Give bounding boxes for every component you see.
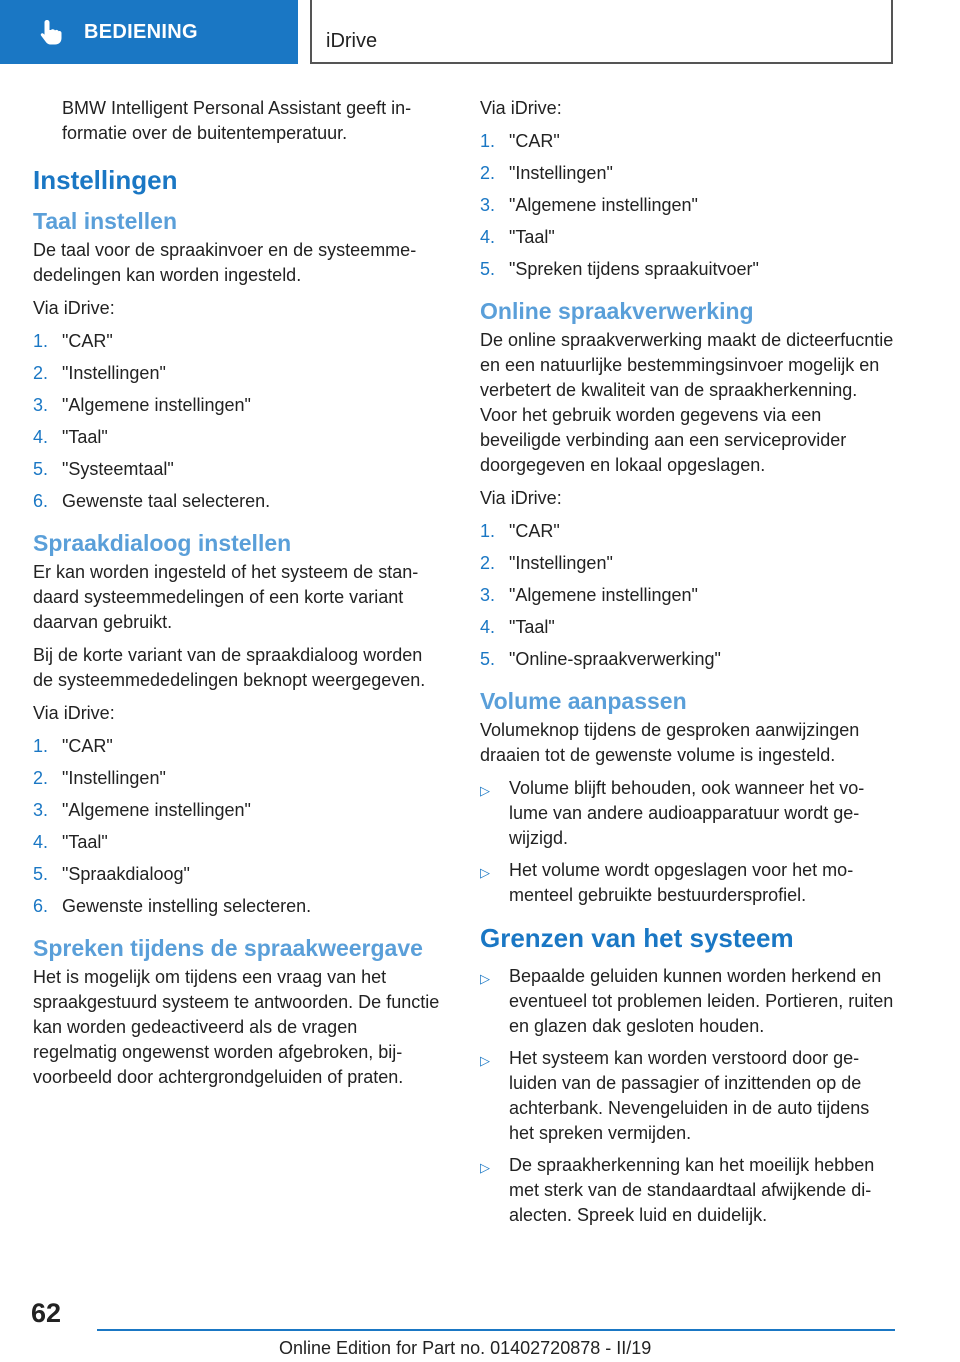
page-header	[0, 0, 960, 66]
list-item: 5. "Spraakdialoog"	[33, 864, 190, 884]
topic-title: iDrive	[326, 30, 378, 52]
heading-spraakdialoog: Spraakdialoog instellen	[33, 530, 292, 556]
step-list	[480, 519, 895, 672]
footer-edition: Online Edition for Part no. 01402720878 - II/19	[279, 1338, 652, 1358]
lang-text: De taal voor de spraakinvoer en de systeemmededelingen kan worden ingesteld.	[33, 240, 417, 285]
triangle-bullet-icon: ▷	[480, 1160, 490, 1175]
online-text: De online spraakverwerking maakt de dicteerfucntie en een natuurlijke bestemmingsinvoer mogelijk en verbetert de kwaliteit van de spraakherkenning. Voor het gebruik worden gegevens via een beveiligde verbinding aan een serviceprovider doorgegeven en lokaal opgeslagen.	[480, 330, 894, 475]
dialog-text-2: Bij de korte variant van de spraakdialoog worden de systeemmededelingen beknopt weergegeven.	[33, 645, 426, 690]
heading-taal-instellen: Taal instellen	[33, 208, 178, 234]
list-item: 5. "Systeemtaal"	[33, 459, 174, 479]
list-item: 1. "CAR"	[33, 331, 113, 351]
list-item: 4. "Taal"	[480, 617, 555, 637]
heading-spreken: Spreken tijdens de spraakweergave	[33, 935, 423, 961]
heading-instellingen: Instellingen	[33, 165, 178, 195]
via-idrive-label: Via iDrive:	[33, 703, 115, 723]
heading-online-spraak: Online spraakverwerking	[480, 298, 754, 324]
hand-pointer-icon	[38, 18, 66, 46]
list-item: ▷ De spraakherkenning kan het moeilijk hebben met sterk van de standaardtaal afwijkende dialecten. Spreek luid en duidelijk.	[480, 1153, 895, 1228]
triangle-bullet-icon: ▷	[480, 865, 490, 880]
section-title: BEDIENING	[84, 20, 198, 43]
via-idrive-label: Via iDrive:	[480, 488, 562, 508]
list-item: 2. "Instellingen"	[480, 553, 613, 573]
list-item: ▷ Het volume wordt opgeslagen voor het momenteel gebruikte bestuurdersprofiel.	[480, 858, 895, 908]
list-item: 2. "Instellingen"	[33, 363, 166, 383]
list-item: 5. "Online-spraakverwerking"	[480, 649, 721, 669]
list-item: 1. "CAR"	[33, 736, 113, 756]
step-list	[33, 734, 443, 919]
list-item: ▷ Volume blijft behouden, ook wanneer het volume van andere audioapparatuur wordt gewijzigd.	[480, 776, 895, 851]
footer-divider	[97, 1329, 895, 1331]
speak-text: Het is mogelijk om tijdens een vraag van het spraakgestuurd systeem te antwoorden. De functie kan worden gedeactiveerd als de vragen regelmatig ongewenst worden afgebroken, bijvoorbeeld door achtergrondgeluiden of praten.	[33, 967, 440, 1087]
via-idrive-label: Via iDrive:	[33, 298, 115, 318]
list-item: 5. "Spreken tijdens spraakuitvoer"	[480, 259, 759, 279]
list-item: 2. "Instellingen"	[33, 768, 166, 788]
volume-text: Volumeknop tijdens de gesproken aanwijzingen draaien tot de gewenste volume is ingesteld.	[480, 720, 860, 765]
heading-grenzen: Grenzen van het systeem	[480, 923, 794, 953]
list-item: 4. "Taal"	[33, 427, 108, 447]
bullet-list	[480, 964, 895, 1228]
step-list	[33, 329, 443, 514]
list-item: 1. "CAR"	[480, 131, 560, 151]
list-item: 4. "Taal"	[33, 832, 108, 852]
step-list	[480, 129, 895, 282]
via-idrive-label: Via iDrive:	[480, 98, 562, 118]
right-column	[480, 96, 895, 1236]
list-item: 6. Gewenste taal selecteren.	[33, 491, 271, 511]
list-item: ▷ Bepaalde geluiden kunnen worden herkend en eventueel tot problemen leiden. Portieren, ruiten en glazen dak gesloten houden.	[480, 964, 895, 1039]
page-number: 62	[31, 1298, 62, 1328]
dialog-text-1: Er kan worden ingesteld of het systeem de standaard systeemmedelingen of een korte variant daarvan gebruikt.	[33, 562, 419, 632]
triangle-bullet-icon: ▷	[480, 1053, 490, 1068]
list-item: 3. "Algemene instellingen"	[33, 800, 251, 820]
left-column	[33, 96, 443, 1098]
heading-volume: Volume aanpassen	[480, 688, 687, 714]
list-item: 4. "Taal"	[480, 227, 555, 247]
list-item: 1. "CAR"	[480, 521, 560, 541]
list-item: 6. Gewenste instelling selecteren.	[33, 896, 312, 916]
triangle-bullet-icon: ▷	[480, 971, 490, 986]
list-item: 2. "Instellingen"	[480, 163, 613, 183]
list-item: ▷ Het systeem kan worden verstoord door geluiden van de passagier of inzittenden op de achterbank. Nevengeluiden in de auto tijdens het spreken vermijden.	[480, 1046, 895, 1146]
topic-box	[310, 0, 893, 64]
bullet-list	[480, 776, 895, 908]
list-item: 3. "Algemene instellingen"	[480, 585, 698, 605]
list-item: 3. "Algemene instellingen"	[33, 395, 251, 415]
list-item: 3. "Algemene instellingen"	[480, 195, 698, 215]
section-tab	[0, 0, 298, 64]
intro-text: BMW Intelligent Personal Assistant geeft informatie over de buitentemperatuur.	[62, 98, 412, 143]
triangle-bullet-icon: ▷	[480, 783, 490, 798]
